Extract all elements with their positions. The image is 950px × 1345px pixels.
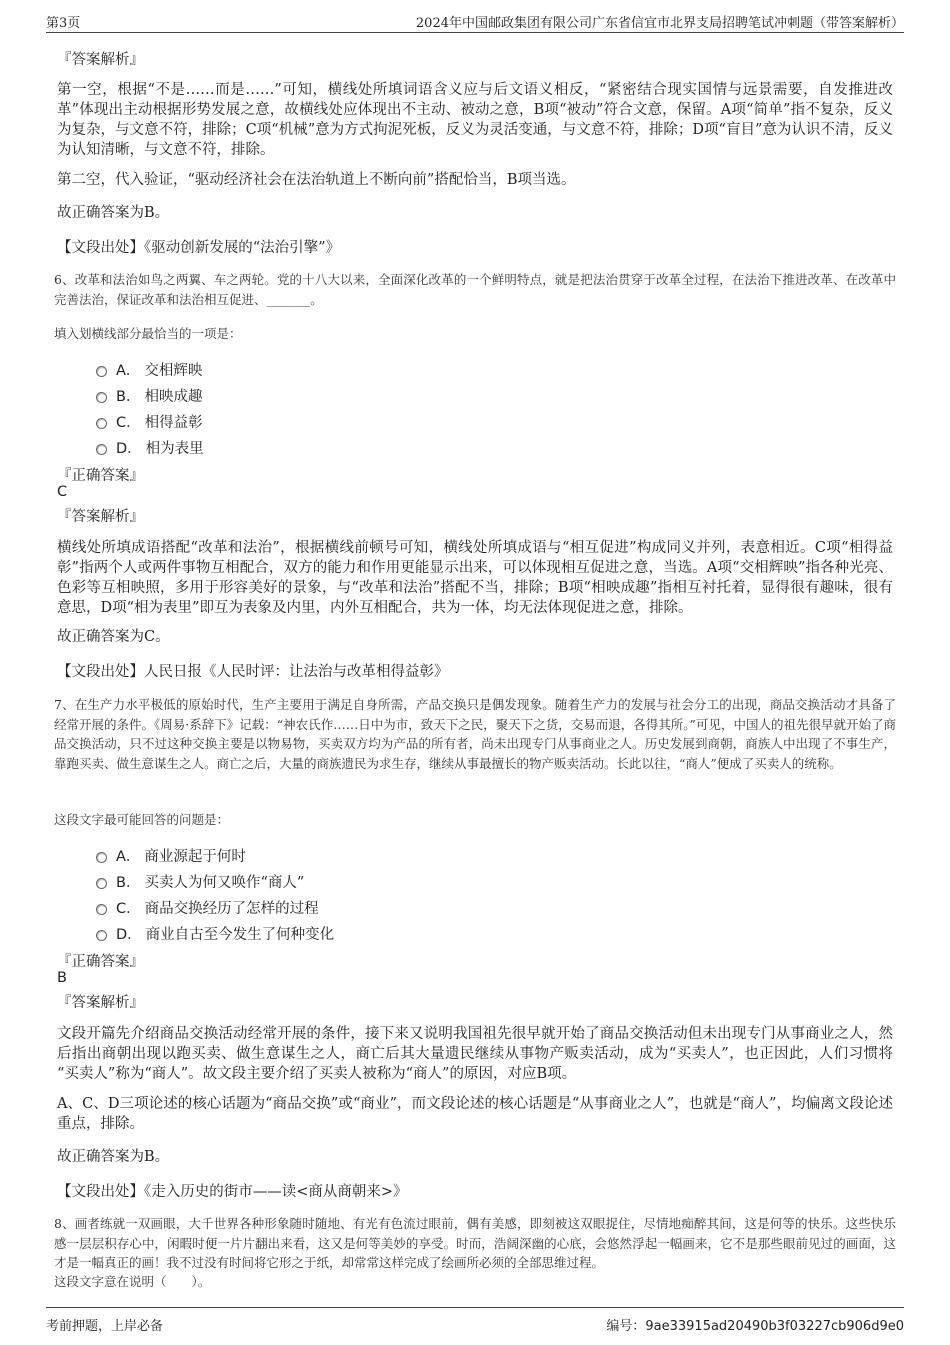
q7-analysis-p1: 文段开篇先介绍商品交换活动经常开展的条件，接下来又说明我国祖先很早就开始了商品交换活动但未出现专门从事商业之人，然后指出商朝出现以跑买卖、做生意谋生之人，商亡后其大量遗民继续从事物产贩卖活动，成为“买卖人”，也正因此，人们习惯将 “买卖人”称为“商人”。故文段主要介绍了买卖人被称为“商人”的原因，对应B项。 (57, 1026, 893, 1082)
q6-option-c[interactable]: C． 相得益彰 (96, 411, 203, 432)
q6-stem: 6、改革和法治如鸟之两翼、车之两轮。党的十八大以来，全面深化改革的一个鲜明特点，就是把法治贯穿于改革全过程，在法治下推进改革、在改革中完善法治，保证改革和法治相互促进、_______。 (54, 272, 896, 307)
q7-source: 【文段出处】《走入历史的街市——读<商从商朝来>》 (57, 1184, 408, 1200)
page-footer (46, 1307, 904, 1332)
q5-analysis-label: 『答案解析』 (57, 52, 144, 68)
footer-slogan: 考前押题，上岸必备 (46, 1319, 164, 1334)
q7-prompt: 这段文字最可能回答的问题是： (54, 812, 230, 827)
q6-analysis-label: 『答案解析』 (57, 509, 144, 525)
radio-icon[interactable] (96, 444, 107, 455)
radio-icon[interactable] (96, 878, 107, 889)
q6-correct-answer: C (57, 484, 68, 500)
q7-option-c[interactable]: C． 商品交换经历了怎样的过程 (96, 897, 319, 918)
page-number: 第3页 (46, 16, 81, 31)
radio-icon[interactable] (96, 852, 107, 863)
q6-option-d[interactable]: D． 相为表里 (96, 437, 204, 458)
q7-option-b[interactable]: B． 买卖人为何又唤作“商人” (96, 871, 304, 892)
document-title: 2024年中国邮政集团有限公司广东省信宜市北界支局招聘笔试冲刺题（带答案解析） (415, 16, 904, 31)
q7-stem: 7、在生产力水平极低的原始时代，生产主要用于满足自身所需，产品交换只是偶发现象。随着生产力的发展与社会分工的出现，商品交换活动才具备了经常开展的条件。《周易·系辞下》记载：“神农氏作……日中为市，致天下之民，聚天下之货，交易而退，各得其所。”可见，中国人的祖先很早就开始了商品交换活动，只不过这种交换主要是以物易物，买卖双方均为产品的所有者，尚未出现专门从事商业之人。历史发展到商朝，商族人中出现了不事生产，靠跑买卖、做生意谋生之人。商亡之后，大量的商族遗民为求生存，继续从事最擅长的物产贩卖活动。长此以往，“商人”便成了买卖人的统称。 (54, 697, 896, 771)
radio-icon[interactable] (96, 392, 107, 403)
q8-prompt: 这段文字意在说明（ ）。 (54, 1274, 211, 1289)
q5-source: 【文段出处】《驱动创新发展的“法治引擎”》 (57, 240, 341, 256)
q7-analysis-p2: A、C、D三项论述的核心话题为“商品交换”或“商业”，而文段论述的核心话题是“从事商业之人”，也就是“商人”，均偏离文段论述重点，排除。 (57, 1096, 893, 1132)
radio-icon[interactable] (96, 418, 107, 429)
q6-analysis-p1: 横线处所填成语搭配“改革和法治”，根据横线前顿号可知，横线处所填成语与“相互促进”构成同义并列，表意相近。C项“相得益彰”指两个人或两件事物互相配合，双方的能力和作用更能显示出来，可以体现相互促进之意，当选。A项“交相辉映”指各种光亮、色彩等互相映照，多用于形容美好的景象，与“改革和法治”搭配不当，排除；B项“相映成趣”指相互衬托着，显得很有趣味，很有意思，D项“相为表里”即互为表象及内里，内外互相配合，共为一体，均无法体现促进之意，排除。 (57, 540, 893, 616)
q7-correct-answer: B (57, 970, 67, 986)
q6-option-a[interactable]: A． 交相辉映 (96, 359, 202, 380)
radio-icon[interactable] (96, 904, 107, 915)
q6-correct-label: 『正确答案』 (57, 468, 144, 484)
q7-option-d[interactable]: D． 商业自古至今发生了何种变化 (96, 923, 334, 944)
q6-option-b[interactable]: B． 相映成趣 (96, 385, 202, 406)
q5-analysis-p3: 故正确答案为B。 (57, 205, 170, 221)
q6-source: 【文段出处】人民日报《人民时评：让法治与改革相得益彰》 (57, 664, 449, 680)
q6-prompt: 填入划横线部分最恰当的一项是： (54, 326, 242, 341)
q7-option-a[interactable]: A． 商业源起于何时 (96, 845, 246, 866)
page-header (46, 10, 904, 33)
q7-analysis-label: 『答案解析』 (57, 995, 144, 1011)
document-code: 编号：9ae33915ad20490b3f03227cb906d9e0 (606, 1319, 904, 1334)
q8-stem: 8、画者练就一双画眼，大千世界各种形象随时随地、有光有色流过眼前，偶有美感，即刻被这双眼捉住，尽情地痴醉其间，这是何等的快乐。这些快乐感一层层积存心中，闲暇时便一片片翻出来看，这又是何等美妙的享受。时而，浩阔深幽的心底，会悠然浮起一幅画来，它不是那些眼前见过的画面，这才是一幅真正的画！我不过没有时间将它形之于纸，却常常这样完成了绘画所必须的全部思维过程。 (54, 1216, 896, 1270)
q6-analysis-p2: 故正确答案为C。 (57, 629, 170, 645)
q5-analysis-p1: 第一空，根据“不是……而是……”可知，横线处所填词语含义应与后文语义相反，“紧密结合现实国情与远景需要，自发推进改革”体现出主动根据形势发展之意，故横线处应体现出不主动、被动之意，B项“被动”符合文意，保留。A项“简单”指不复杂，反义为复杂，与文意不符，排除；C项“机械”意为方式拘泥死板，反义为灵活变通，与文意不符，排除；D项“盲目”意为认识不清，反义为认知清晰，与文意不符，排除。 (57, 82, 893, 158)
radio-icon[interactable] (96, 366, 107, 377)
radio-icon[interactable] (96, 930, 107, 941)
q5-analysis-p2: 第二空，代入验证，“驱动经济社会在法治轨道上不断向前”搭配恰当，B项当选。 (57, 172, 576, 188)
q7-correct-label: 『正确答案』 (57, 954, 144, 970)
q7-analysis-p3: 故正确答案为B。 (57, 1149, 170, 1165)
